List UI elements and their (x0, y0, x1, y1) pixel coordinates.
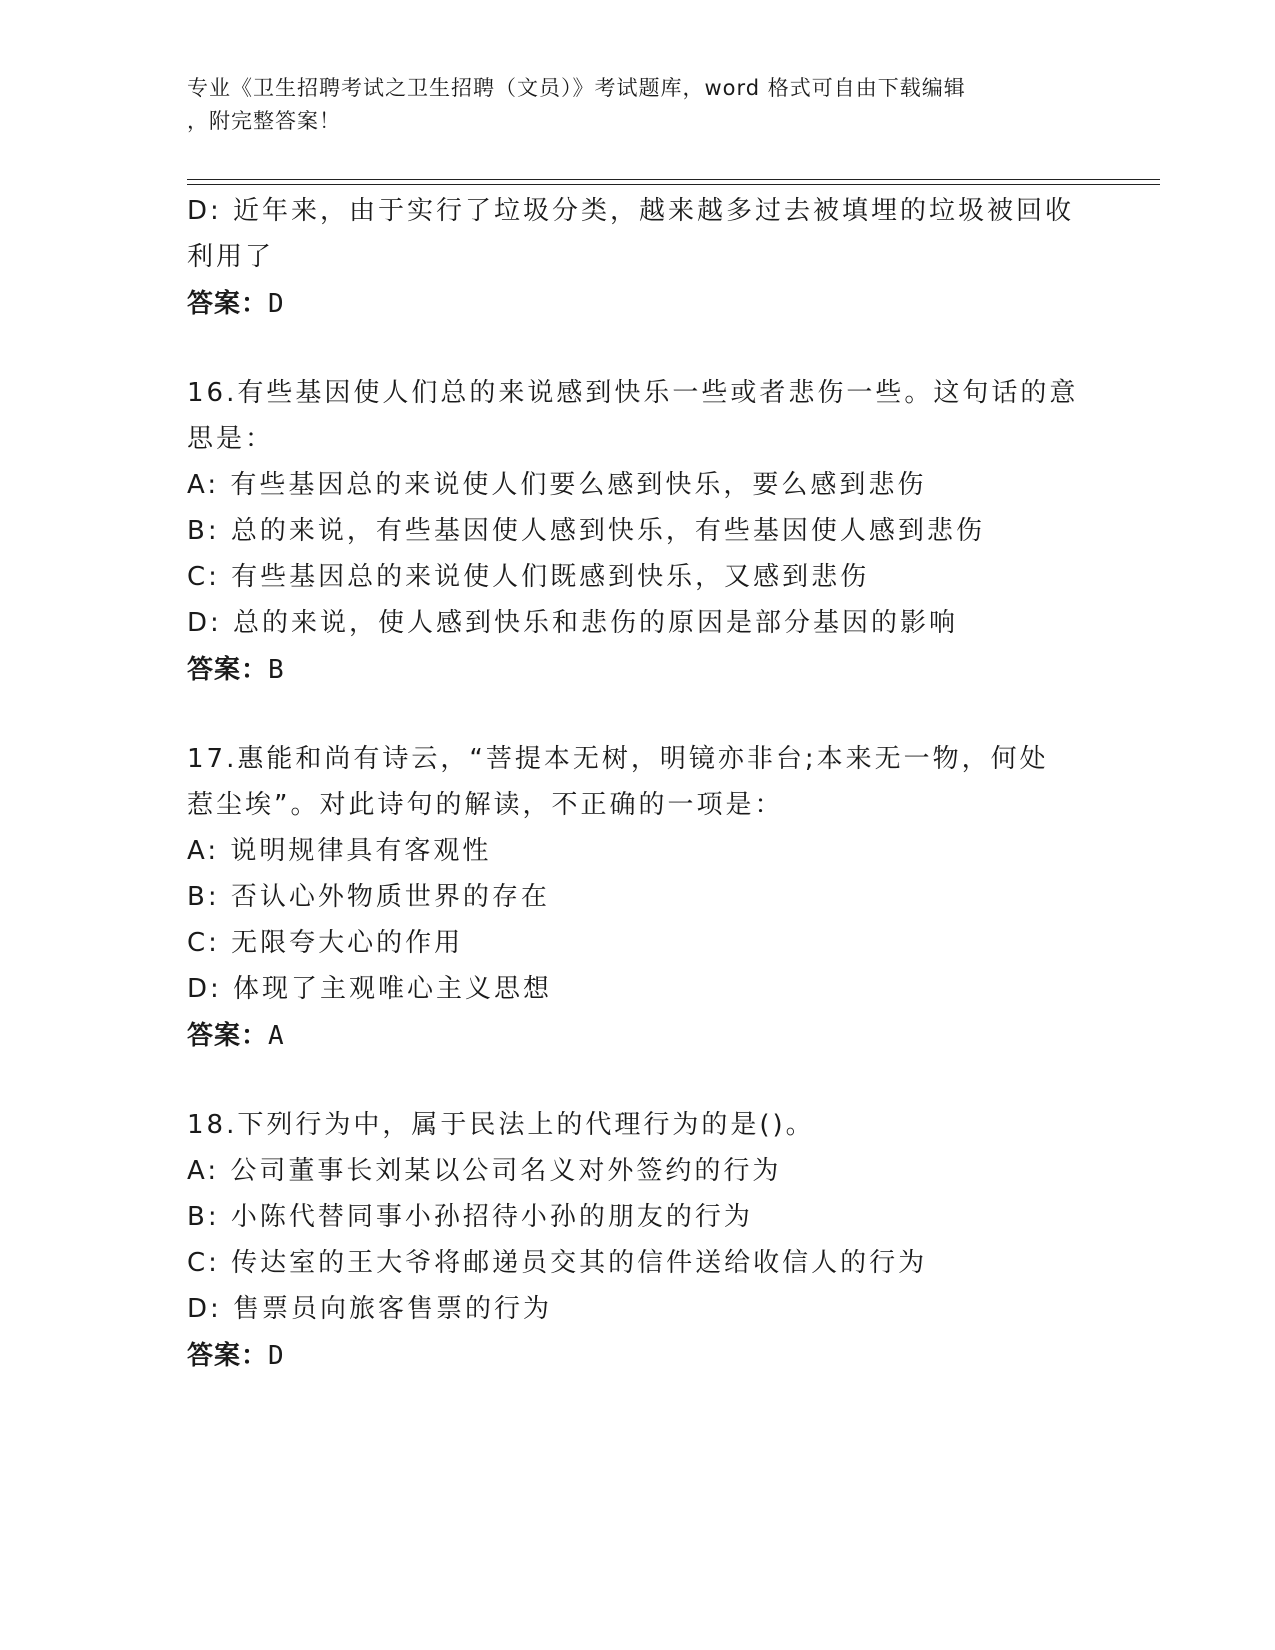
q18-option-b: B: 小陈代替同事小孙招待小孙的朋友的行为 (187, 1202, 753, 1232)
q17-option-d: D: 体现了主观唯心主义思想 (187, 974, 553, 1004)
answer-label: 答案： (187, 289, 269, 319)
q16-option-d: D: 总的来说，使人感到快乐和悲伤的原因是部分基因的影响 (187, 608, 959, 638)
header-line-1: 专业《卫生招聘考试之卫生招聘（文员）》考试题库，word 格式可自由下载编辑 (187, 76, 966, 100)
question-17 (187, 736, 1087, 1060)
answer-value: D (268, 1341, 285, 1371)
page-header (187, 72, 1087, 138)
q18-stem-line-1: 18.下列行为中，属于民法上的代理行为的是()。 (187, 1110, 815, 1140)
q17-answer (187, 1012, 1087, 1060)
answer-label: 答案： (187, 1341, 269, 1371)
q18-answer (187, 1332, 1087, 1380)
answer-value: A (268, 1021, 285, 1051)
answer-label: 答案： (187, 655, 269, 685)
q17-stem-line-1: 17.惠能和尚有诗云，“菩提本无树，明镜亦非台;本来无一物，何处 (187, 744, 1049, 774)
q16-stem-line-1: 16.有些基因使人们总的来说感到快乐一些或者悲伤一些。这句话的意 (187, 378, 1079, 408)
q16-option-b: B: 总的来说，有些基因使人感到快乐，有些基因使人感到悲伤 (187, 516, 985, 546)
q16-stem-line-2: 思是： (187, 424, 275, 454)
question-list (187, 188, 1087, 1380)
header-divider (187, 179, 1160, 185)
question-15-tail (187, 188, 1087, 328)
q16-answer (187, 646, 1087, 694)
answer-label: 答案： (187, 1021, 269, 1051)
q15-option-d-line-2: 利用了 (187, 242, 275, 272)
q15-answer (187, 280, 1087, 328)
question-16 (187, 370, 1087, 694)
q17-option-b: B: 否认心外物质世界的存在 (187, 882, 550, 912)
q17-option-a: A: 说明规律具有客观性 (187, 836, 492, 866)
header-line-2: ，附完整答案！ (187, 109, 341, 133)
q16-option-a: A: 有些基因总的来说使人们要么感到快乐，要么感到悲伤 (187, 470, 927, 500)
question-18 (187, 1102, 1087, 1380)
q18-option-c: C: 传达室的王大爷将邮递员交其的信件送给收信人的行为 (187, 1248, 928, 1278)
q17-stem-line-2: 惹尘埃”。对此诗句的解读，不正确的一项是： (187, 790, 784, 820)
q18-option-d: D: 售票员向旅客售票的行为 (187, 1294, 553, 1324)
q15-option-d-line-1: D: 近年来，由于实行了垃圾分类，越来越多过去被填埋的垃圾被回收 (187, 196, 1075, 226)
q18-option-a: A: 公司董事长刘某以公司名义对外签约的行为 (187, 1156, 782, 1186)
answer-value: D (268, 289, 285, 319)
q16-option-c: C: 有些基因总的来说使人们既感到快乐，又感到悲伤 (187, 562, 870, 592)
q17-option-c: C: 无限夸大心的作用 (187, 928, 464, 958)
answer-value: B (268, 655, 285, 685)
